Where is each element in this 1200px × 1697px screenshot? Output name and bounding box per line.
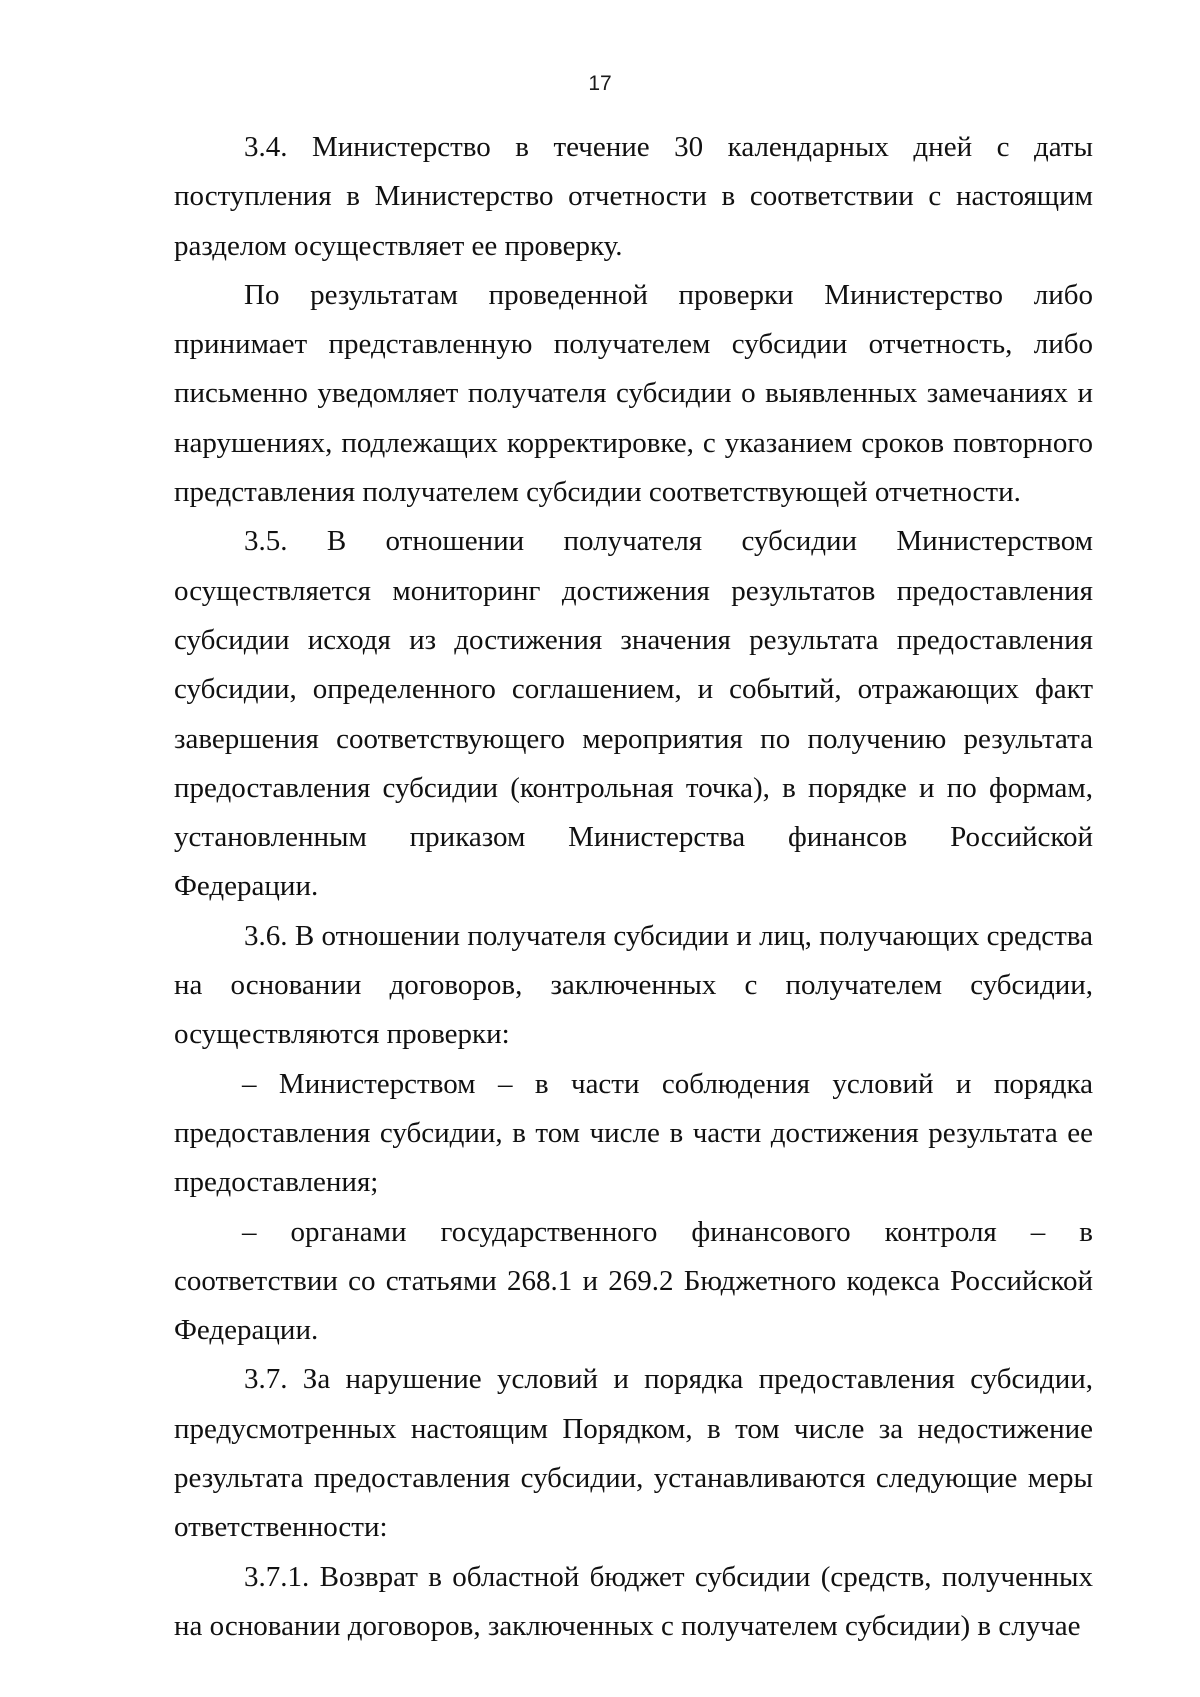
paragraph-3-6: 3.6. В отношении получателя субсидии и лиц, получающих средства на основании договоров, заключенных с получателем субсидии, осуществляются проверки: [174,919,1093,1051]
paragraph-3-4: 3.4. Министерство в течение 30 календарных дней с даты поступления в Министерство отчетности в соответствии с настоящим разделом осуществляет ее проверку. [174,131,1093,262]
paragraph-3-7-1: 3.7.1. Возврат в областной бюджет субсидии (средств, полученных на основании договоров, заключенных с получателем субсидии) в случае [174,1560,1093,1642]
paragraph-review-results: По результатам проведенной проверки Министерство либо принимает представленную получателем субсидии отчетность, либо письменно уведомляет получателя субсидии о выявленных замечаниях и нарушениях, подлежащих корректировке, с указанием сроков повторного представления получателем субсидии соответствующей отчетности. [174,278,1093,509]
paragraph-3-7: 3.7. За нарушение условий и порядка предоставления субсидии, предусмотренных настоящим Порядком, в том числе за недостижение результата предоставления субсидии, устанавливаются следующие меры ответственности: [174,1363,1093,1544]
page-number: 17 [588,72,612,95]
document-body [174,123,1093,1651]
paragraph-3-5: 3.5. В отношении получателя субсидии Министерством осуществляется мониторинг достижения результатов предоставления субсидии исходя из достижения значения результата предоставления субсидии, определенного соглашением, и событий, отражающих факт завершения соответствующего мероприятия по получению результата предоставления субсидии (контрольная точка), в порядке и по формам, установленным приказом Министерства финансов Российской Федерации. [174,525,1093,903]
list-item-financial-control: – органами государственного финансового контроля – в соответствии со статьями 268.1 и 269.2 Бюджетного кодекса Российской Федерации. [174,1215,1093,1347]
list-item-ministry: – Министерством – в части соблюдения условий и порядка предоставления субсидии, в том числе в части достижения результата ее предоставления; [174,1067,1093,1199]
